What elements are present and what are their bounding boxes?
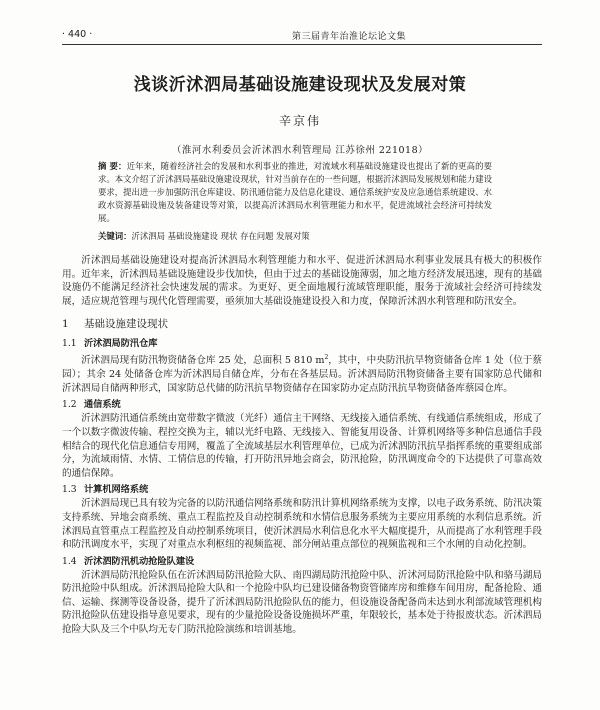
superscript: 2	[324, 354, 329, 362]
intro-paragraph: 沂沭泗局基础设施建设对提高沂沭泗局水利管理能力和水平、促进沂沭泗局水利事业发展具有极大的积极作用。近年来，沂沭泗局基础设施建设步伐加快，但由于过去的基础设施薄弱，加之地方经济发展迅速，现有的基础设施仍不能满足经济社会快速发展的需求。为更好、更全面地履行流域管理职能，服务于流域社会经济可持续发展，适应规范管理与现代化管理需要，亟须加大基础设施建设投入和力度，保障沂沭泗水利管理和防汛安全。	[62, 255, 542, 307]
section-number: 1.2	[62, 399, 77, 411]
section-title: 沂沭泗防汛机动抢险队建设	[84, 555, 195, 567]
section-heading-1-4	[62, 555, 542, 568]
page-number: · 440 ·	[62, 29, 93, 40]
running-title: 第三届青年治淮论坛论文集	[292, 32, 407, 42]
paragraph-text: 沂沭泗局现有防汛物资储备仓库 25 处，总面积 5 810 m	[81, 355, 325, 367]
abstract-text: 近年来，随着经济社会的发展和水利事业的推进，对流域水利基础设施建设也提出了新的更高的要求。本文介绍了沂沭泗局基础设施建设现状，针对当前存在的一些问题，根据沂沭泗局发展规划和能力建设要求，提出进一步加强防汛仓库建设、防汛通信能力及信息化建设、通信系统护安及应急通信系统建设、水政水资源基础设施及装备建设等对策，以提高沂沭泗局水利管理能力和水平，促进流域社会经济可持续发展。	[98, 161, 493, 223]
abstract	[98, 160, 492, 225]
author-affiliation: （淮河水利委员会沂沭泗水利管理局 江苏徐州 221018）	[171, 145, 429, 156]
section-number: 1	[62, 318, 69, 331]
paragraph-1-1	[62, 351, 542, 395]
running-header	[62, 28, 542, 45]
section-heading-1	[62, 317, 542, 331]
keywords-text: 沂沭泗局 基础设施建设 现状 存在问题 发展对策	[131, 231, 310, 241]
paragraph-1-4: 沂沭泗局防汛抢险队伍在沂沭泗局防汛抢险大队、南四湖局防汛抢险中队、沂沭河局防汛抢险中队和骆马湖局防汛抢险中队组成。沂沭泗局抢险大队和一个抢险中队均已建设储备物资管储库房和维修车间用房，配备抢险、通信、运输、探测等设备设备，提升了沂沭泗局防汛抢险队伍的能力，但设施设备配备尚未达到水利部流域管理机构防汛抢险队伍建设指导意见要求，现有的少量抢险设备设施损坏严重，年限较长，基本处于待报废状态。沂沭泗局抢险大队及三个中队均无专门防汛抢险演练和培训基地。	[62, 569, 542, 636]
paragraph-1-2: 沂沭泗防汛通信系统由宽带数字微波（光纤）通信主干网络、无线接入通信系统、有线通信系统组成，形成了一个以数字微波传输、程控交换为主，辅以光纤电路、无线接入、智能复用设备、计算机网络等多种信息通信手段相结合的现代化信息通信专用网，覆盖了全流域基层水利管理单位，已成为沂沭泗防汛抗旱指挥系统的重要组成部分，为流域雨情、水情、工情信息的传输，打开防汛异地会商会，防汛抢险，防汛调度命令的下达提供了可靠高效的通信保障。	[62, 413, 542, 479]
abstract-label: 摘 要：	[98, 161, 127, 171]
section-heading-1-2	[62, 398, 542, 411]
section-title: 沂沭泗局防汛仓库	[84, 338, 158, 350]
body-text	[62, 254, 542, 637]
paper-title: 浅谈沂沭泗局基础设施建设现状及发展对策	[133, 75, 467, 95]
keywords-label: 关键词：	[98, 231, 132, 241]
section-heading-1-3	[62, 483, 542, 496]
paragraph-1-3: 沂沭泗局现已具有较为完备的以防汛通信网络系统和防汛计算机网络系统为支撑，以电子政务系统、防汛决策支持系统、异地会商系统、重点工程监控及自动控制系统和水情信息服务系统为主要应用系统的水利信息系统。沂沭泗局直管重点工程监控及自动控制系统项目，使沂沭泗局水利信息化水平大幅度提升，从而提高了水利管理手段和防汛调度水平，实现了对重点水利枢纽的视频监视、部分闸站重点部位的视频监视和三个水闸的自动化控制。	[62, 498, 542, 551]
section-title: 计算机网络系统	[84, 484, 149, 496]
section-heading-1-1	[62, 337, 542, 350]
author-name: 辛京伟	[278, 114, 321, 128]
keywords	[98, 230, 492, 243]
section-title: 通信系统	[84, 399, 121, 411]
section-number: 1.3	[62, 484, 77, 496]
section-title: 基础设施建设现状	[84, 318, 168, 331]
paragraph-text: ，其中，中央防汛抗旱物资储备仓库 1 处（位于蔡园）；其余 24 处储备仓库为沂沭泗局自储仓库，分布在各基层局。沂沭泗局防汛物资储备主要有国家防总代储和沂沭泗局自储两种形式，国家防总代储的防汛抗旱物资储存在国家防办定点防汛抗旱物资储备库蔡园仓库。	[62, 355, 542, 394]
section-number: 1.4	[62, 555, 77, 567]
section-number: 1.1	[62, 338, 77, 350]
